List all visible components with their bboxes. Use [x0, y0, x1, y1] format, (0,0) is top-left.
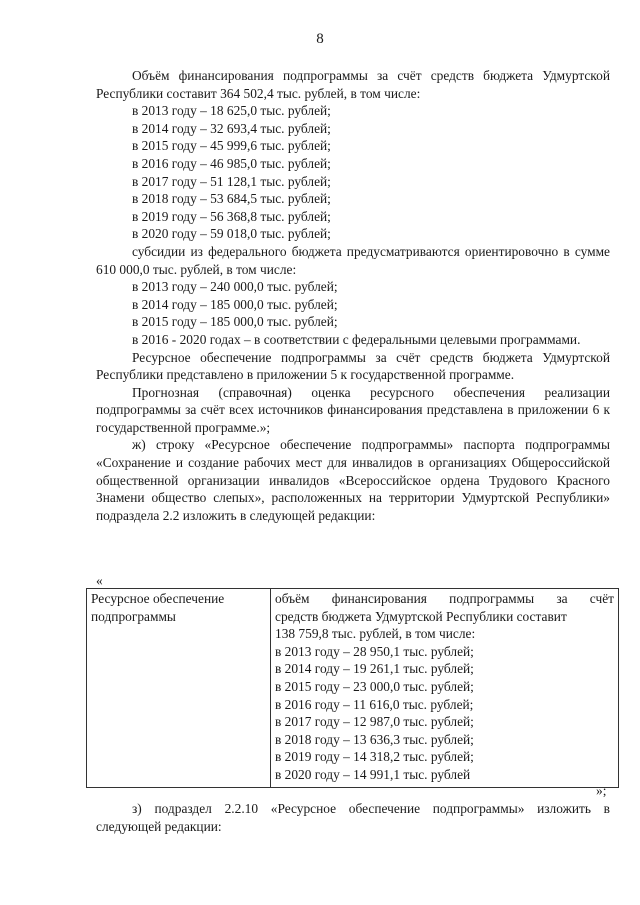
subsidy-year-line: в 2013 году – 240 000,0 тыс. рублей; — [132, 279, 338, 295]
forecast-paragraph: Прогнозная (справочная) оценка ресурсного обеспечения реализации подпрограммы за счёт всех источников финансирования представлена в приложении 6 к государственной программе.»; — [96, 384, 610, 435]
table-value-line: средств бюджета Удмуртской Республики составит — [275, 608, 567, 624]
year-line: в 2016 году – 46 985,0 тыс. рублей; — [132, 155, 331, 171]
item-zh-paragraph: ж) строку «Ресурсное обеспечение подпрограммы» паспорта подпрограммы «Сохранение и создание рабочих мест для инвалидов в организациях Общероссийской общественной организации инвалидов «Всероссийское ордена Трудового Красного Знамени общество слепых», расположенных на территории Удмуртской Республики» подраздела 2.2 изложить в следующей редакции: — [96, 437, 610, 523]
subsidy-year-line: в 2014 году – 185 000,0 тыс. рублей; — [132, 296, 338, 312]
table-value-line: в 2013 году – 28 950,1 тыс. рублей; — [275, 643, 474, 659]
table-value-line: в 2016 году – 11 616,0 тыс. рублей; — [275, 696, 474, 712]
item-z-paragraph: з) подраздел 2.2.10 «Ресурсное обеспечение подпрограммы» изложить в следующей редакции: — [96, 801, 610, 834]
table-value-line: 138 759,8 тыс. рублей, в том числе: — [275, 626, 476, 642]
year-line: в 2018 году – 53 684,5 тыс. рублей; — [132, 191, 331, 207]
year-line: в 2019 году – 56 368,8 тыс. рублей; — [132, 208, 331, 224]
opening-quote: « — [96, 573, 103, 588]
table-value-line: объём финансирования подпрограммы за счёт — [275, 591, 614, 606]
table-value-line: в 2015 году – 23 000,0 тыс. рублей; — [275, 678, 474, 694]
table-value-line: в 2020 году – 14 991,1 тыс. рублей — [275, 766, 471, 782]
closing-quote: »; — [596, 783, 607, 798]
resource-paragraph: Ресурсное обеспечение подпрограммы за счёт средств бюджета Удмуртской Республики представлено в приложении 5 к государственной программе. — [96, 349, 610, 383]
year-line: в 2015 году – 45 999,6 тыс. рублей; — [132, 138, 331, 154]
table-value-line: в 2018 году – 13 636,3 тыс. рублей; — [275, 731, 474, 747]
closing-section — [96, 800, 610, 835]
years-2016-2020-paragraph: в 2016 - 2020 годах – в соответствии с федеральными целевыми программами. — [132, 331, 581, 347]
funding-paragraph: Объём финансирования подпрограммы за счёт средств бюджета Удмуртской Республики составит 364 502,4 тыс. рублей, в том числе: — [96, 68, 610, 101]
year-line: в 2013 году – 18 625,0 тыс. рублей; — [132, 103, 331, 119]
table-value-line: в 2014 году – 19 261,1 тыс. рублей; — [275, 661, 474, 677]
resource-table — [86, 588, 619, 788]
table-value-line: в 2017 году – 12 987,0 тыс. рублей; — [275, 714, 474, 730]
table-cell-label: Ресурсное обеспечение подпрограммы — [87, 589, 271, 788]
intro-section — [96, 67, 610, 524]
page-number: 8 — [316, 31, 324, 47]
table-row — [87, 589, 619, 788]
year-line: в 2014 году – 32 693,4 тыс. рублей; — [132, 120, 331, 136]
table-cell-value — [271, 589, 619, 788]
year-line: в 2020 году – 59 018,0 тыс. рублей; — [132, 226, 331, 242]
subsidy-year-line: в 2015 году – 185 000,0 тыс. рублей; — [132, 314, 338, 330]
subsidies-paragraph: субсидии из федерального бюджета предусматриваются ориентировочно в сумме 610 000,0 тыс. рублей, в том числе: — [96, 243, 610, 277]
year-line: в 2017 году – 51 128,1 тыс. рублей; — [132, 173, 331, 189]
table-value-line: в 2019 году – 14 318,2 тыс. рублей; — [275, 749, 474, 765]
